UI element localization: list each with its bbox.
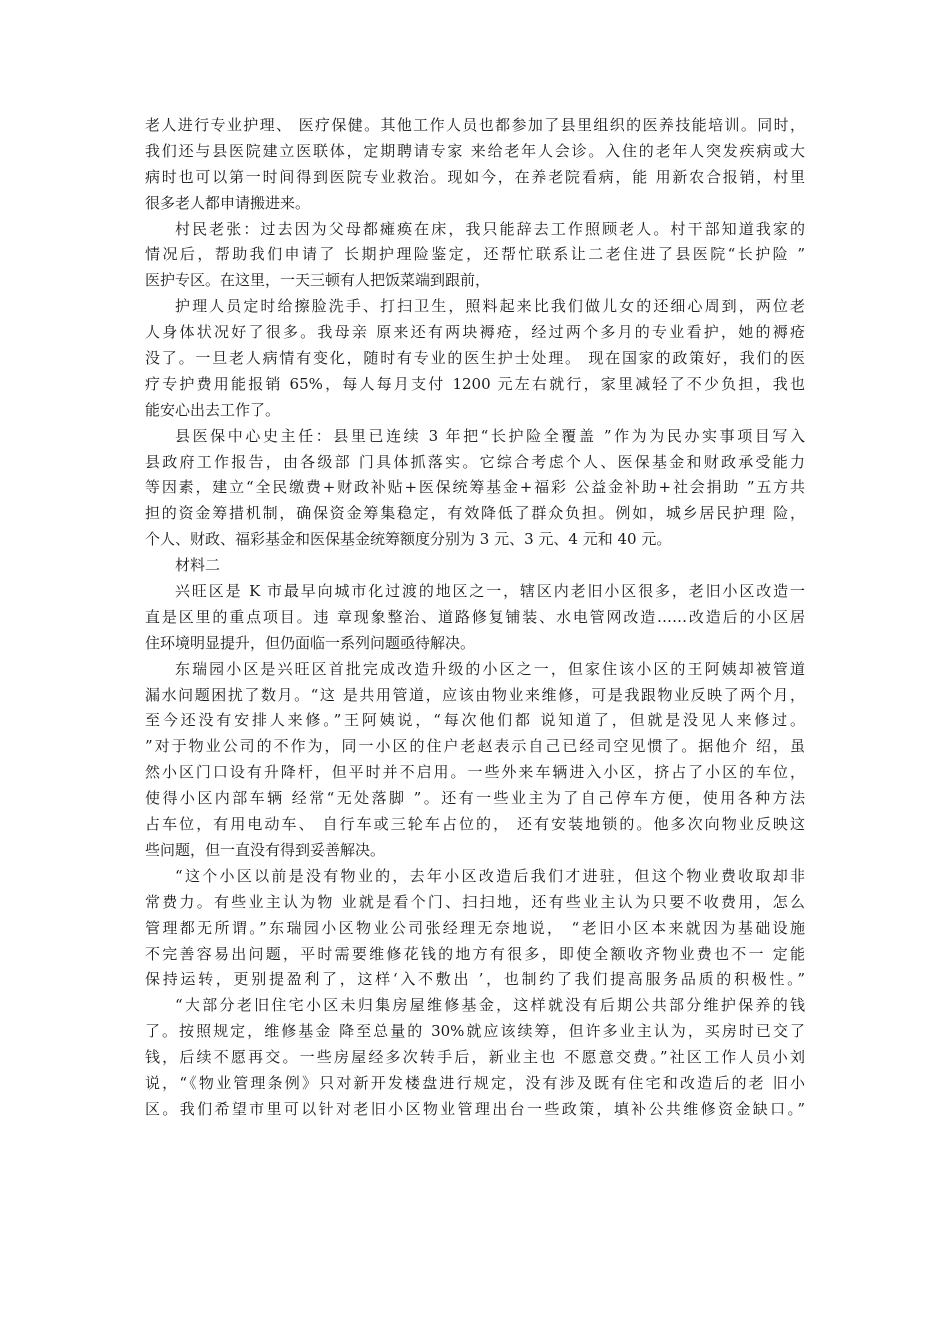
document-body [145, 113, 805, 1123]
text-line: 住环境明显提升，但仍面临一系列问题亟待解决。 [145, 633, 476, 652]
paragraph-first-line: 材料二 [175, 556, 221, 575]
text-line: 常费力。有些业主认为物 业就是看个门、扫扫地，还有些业主认为只要不收费用，怎么 [145, 892, 805, 911]
text-line: 担的资金筹措机制，确保资金筹集稳定，有效降低了群众负担。例如，城乡居民护理 险， [145, 504, 805, 523]
text-line: 病时也可以第一时间得到医院专业救治。现如今，在养老院看病，能 用新农合报销，村里 [145, 167, 805, 186]
text-line: 然小区门口设有升降杆，但平时并不启用。一些外来车辆进入小区，挤占了小区的车位， [145, 763, 805, 782]
text-line: 说，“《物业管理条例》只对新开发楼盘进行规定，没有涉及既有住宅和改造后的老 旧小 [145, 1073, 805, 1092]
paragraph-first-line: 护理人员定时给擦脸洗手、打扫卫生，照料起来比我们做儿女的还细心周到，两位老 [175, 297, 805, 316]
paragraph-first-line: 县医保中心史主任：县里已连续 3 年把“长护险全覆盖 ”作为为民办实事项目写入 [175, 426, 805, 445]
text-line: ”对于物业公司的不作为，同一小区的住户老赵表示自己已经司空见惯了。据他介 绍，虽 [145, 737, 805, 756]
text-line: 能安心出去工作了。 [145, 400, 281, 419]
paragraph-first-line: “这个小区以前是没有物业的，去年小区改造后我们才进驻，但这个物业费收取却非 [175, 866, 805, 885]
text-line: 很多老人都申请搬进来。 [145, 193, 311, 212]
text-line: 保持运转，更别提盈利了，这样‘入不敷出 ’，也制约了我们提高服务品质的积极性。” [145, 970, 805, 989]
text-line: 些问题，但一直没有得到妥善解决。 [145, 840, 386, 859]
text-line: 区。我们希望市里可以针对老旧小区物业管理出台一些政策，填补公共维修资金缺口。” [145, 1099, 805, 1118]
text-line: 钱，后续不愿再交。一些房屋经多次转手后，新业主也 不愿意交费。”社区工作人员小刘 [145, 1048, 805, 1067]
text-line: 情况后，帮助我们申请了 长期护理险鉴定，还帮忙联系让二老住进了县医院“长护险 ” [145, 245, 805, 264]
text-line: 老人进行专业护理、 医疗保健。其他工作人员也都参加了县里组织的医养技能培训。同时， [145, 116, 805, 134]
paragraph-first-line: 村民老张：过去因为父母都瘫痪在床，我只能辞去工作照顾老人。村干部知道我家的 [175, 219, 805, 238]
text-line: 个人、财政、福彩基金和医保基金统筹额度分别为 3 元、3 元、4 元和 40 元。 [145, 530, 672, 549]
text-line: 直是区里的重点项目。违 章现象整治、道路修复铺装、水电管网改造……改造后的小区居 [145, 607, 805, 626]
paragraph-first-line: “大部分老旧住宅小区未归集房屋维修基金，这样就没有后期公共部分维护保养的钱 [175, 996, 805, 1015]
text-line: 人身体状况好了很多。我母亲 原来还有两块褥疮，经过两个多月的专业看护，她的褥疮 [145, 323, 805, 342]
paragraph-first-line: 东瑞园小区是兴旺区首批完成改造升级的小区之一，但家住该小区的王阿姨却被管道 [175, 659, 805, 678]
text-line: 使得小区内部车辆 经常“无处落脚 ”。还有一些业主为了自己停车方便，使用各种方法 [145, 789, 805, 808]
text-line: 至今还没有安排人来修。”王阿姨说，“每次他们都 说知道了，但就是没见人来修过。 [145, 711, 805, 730]
text-line: 我们还与县医院建立医联体，定期聘请专家 来给老年人会诊。入住的老年人突发疾病或大 [145, 141, 805, 160]
paragraph-first-line: 兴旺区是 K 市最早向城市化过渡的地区之一，辖区内老旧小区很多，老旧小区改造一 [175, 582, 805, 601]
text-line: 了。按照规定，维修基金 降至总量的 30%就应该续筹，但许多业主认为，买房时已交了 [145, 1022, 805, 1041]
text-line: 医护专区。在这里，一天三顿有人把饭菜端到跟前， [145, 271, 491, 290]
text-line: 管理都无所谓。”东瑞园小区物业公司张经理无奈地说， “老旧小区本来就因为基础设施 [145, 918, 805, 937]
text-line: 疗专护费用能报销 65%，每人每月支付 1200 元左右就行，家里减轻了不少负担，我也 [145, 374, 805, 393]
text-line: 漏水问题困扰了数月。“这 是共用管道，应该由物业来维修，可是我跟物业反映了两个月， [145, 685, 805, 704]
text-line: 没了。一旦老人病情有变化，随时有专业的医生护士处理。 现在国家的政策好，我们的医 [145, 349, 805, 368]
text-line: 县政府工作报告，由各级部 门具体抓落实。它综合考虑个人、医保基金和财政承受能力 [145, 452, 805, 471]
text-line: 占车位，有用电动车、 自行车或三轮车占位的， 还有安装地锁的。他多次向物业反映这 [145, 815, 805, 834]
text-line: 等因素，建立“全民缴费+财政补贴+医保统筹基金+福彩 公益金补助+社会捐助 ”五方共 [145, 478, 805, 497]
text-line: 不完善容易出问题，平时需要维修花钱的地方有很多，即使全额收齐物业费也不一 定能 [145, 944, 805, 963]
